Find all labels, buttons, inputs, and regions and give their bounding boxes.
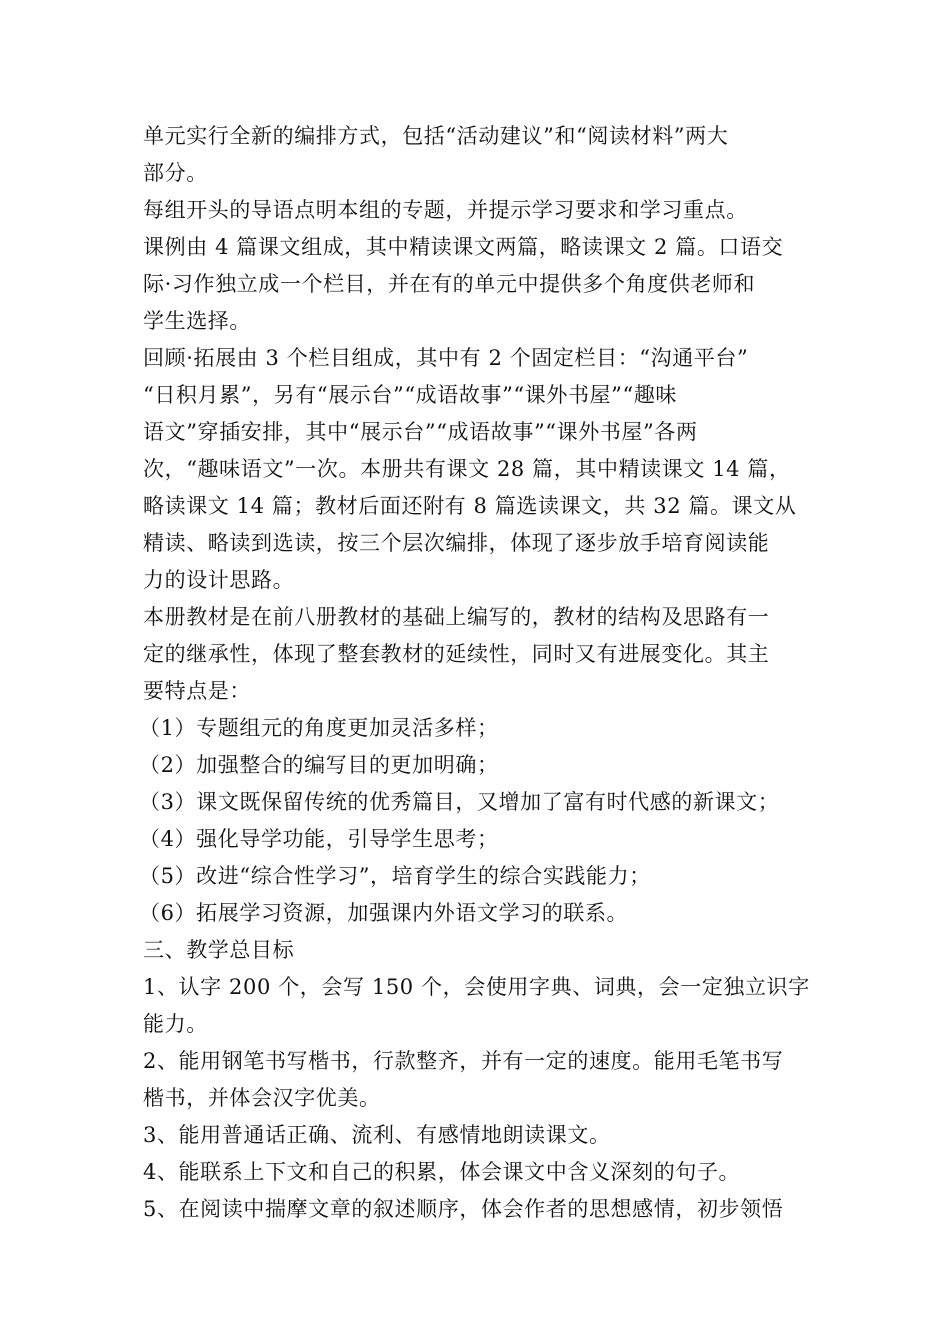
text-line: 4、能联系上下文和自己的积累，体会课文中含义深刻的句子。 xyxy=(143,1160,741,1184)
text-line: 定的继承性，体现了整套教材的延续性，同时又有进展变化。其主 xyxy=(143,642,770,666)
text-line: 次，“趣味语文”一次。本册共有课文 28 篇，其中精读课文 14 篇， xyxy=(143,457,791,481)
text-line: 能力。 xyxy=(143,1012,208,1036)
text-line: 语文”穿插安排，其中“展示台”“成语故事”“课外书屋”各两 xyxy=(143,420,698,444)
text-line: 部分。 xyxy=(143,161,208,185)
section-heading: 三、教学总目标 xyxy=(143,938,295,962)
list-item: （6）拓展学习资源，加强课内外语文学习的联系。 xyxy=(139,901,629,925)
text-line: 2、能用钢笔书写楷书，行款整齐，并有一定的速度。能用毛笔书写 xyxy=(143,1049,784,1073)
list-item: （3）课文既保留传统的优秀篇目，又增加了富有时代感的新课文； xyxy=(139,790,780,814)
list-item: （5）改进“综合性学习”，培育学生的综合实践能力； xyxy=(139,864,651,888)
text-line: 3、能用普通话正确、流利、有感情地朗读课文。 xyxy=(143,1123,611,1147)
list-item: （1）专题组元的角度更加灵活多样； xyxy=(139,716,499,740)
text-line: 课例由 4 篇课文组成，其中精读课文两篇，略读课文 2 篇。口语交 xyxy=(143,235,784,259)
text-line: “日积月累”，另有“展示台”“成语故事”“课外书屋”“趣味 xyxy=(143,383,678,407)
list-item: （4）强化导学功能，引导学生思考； xyxy=(139,827,499,851)
text-line: 5、在阅读中揣摩文章的叙述顺序，体会作者的思想感情，初步领悟 xyxy=(143,1197,784,1221)
text-line: 每组开头的导语点明本组的专题，并提示学习要求和学习重点。 xyxy=(143,198,748,222)
text-line: 精读、略读到选读，按三个层次编排，体现了逐步放手培育阅读能 xyxy=(143,531,770,555)
text-line: 1、认字 200 个，会写 150 个，会使用字典、词典，会一定独立识字 xyxy=(143,975,810,999)
text-line: 回顾·拓展由 3 个栏目组成，其中有 2 个固定栏目：“沟通平台” xyxy=(143,346,749,370)
text-line: 楷书，并体会汉字优美。 xyxy=(143,1086,381,1110)
text-line: 本册教材是在前八册教材的基础上编写的，教材的结构及思路有一 xyxy=(143,605,770,629)
list-item: （2）加强整合的编写目的更加明确； xyxy=(139,753,499,777)
text-line: 际·习作独立成一个栏目，并在有的单元中提供多个角度供老师和 xyxy=(143,272,756,296)
text-line: 学生选择。 xyxy=(143,309,251,333)
text-line: 要特点是： xyxy=(143,679,251,703)
text-line: 力的设计思路。 xyxy=(143,568,295,592)
text-line: 单元实行全新的编排方式，包括“活动建议”和“阅读材料”两大 xyxy=(143,124,729,148)
text-line: 略读课文 14 篇；教材后面还附有 8 篇选读课文，共 32 篇。课文从 xyxy=(143,494,797,518)
document-body xyxy=(139,118,813,1228)
